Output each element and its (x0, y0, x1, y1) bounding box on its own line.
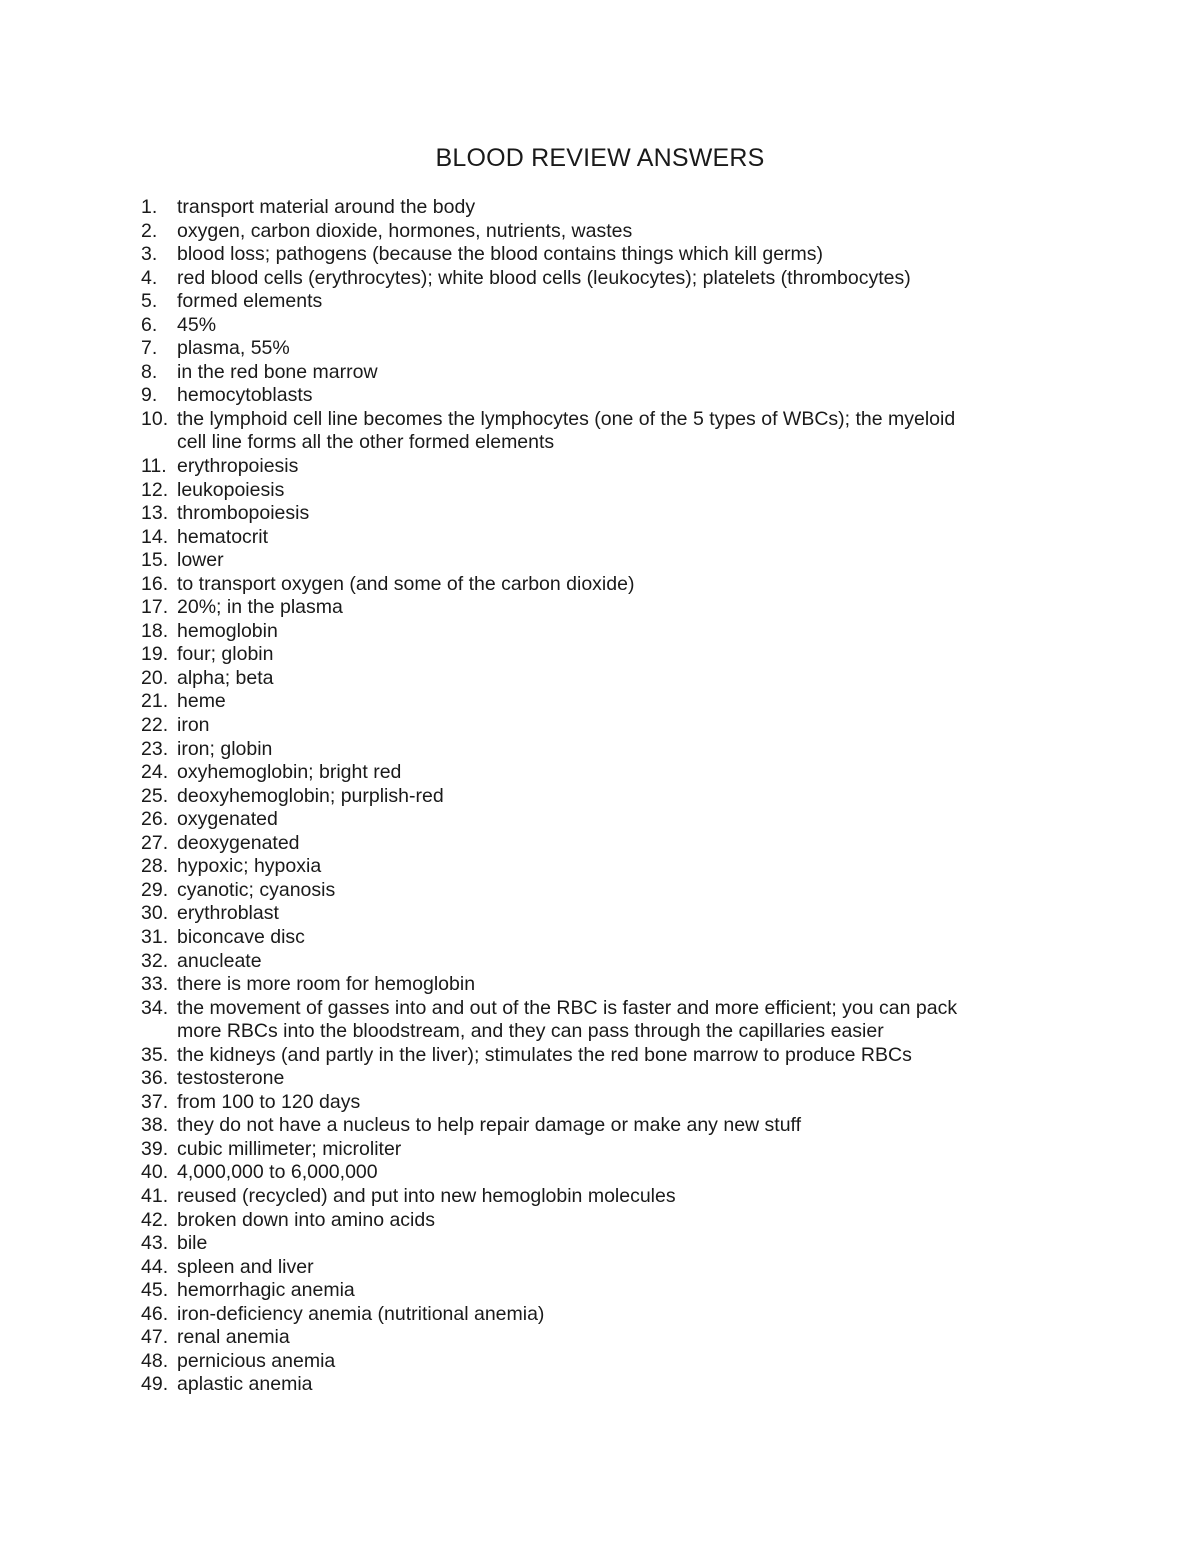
answer-item (141, 879, 1071, 903)
answer-text: pernicious anemia (177, 1349, 336, 1372)
answer-text: hemocytoblasts (177, 384, 313, 407)
answer-item (141, 997, 1071, 1044)
answer-item (141, 690, 1071, 714)
answer-text: they do not have a nucleus to help repair damage or make any new stuff (177, 1114, 802, 1137)
answer-text: aplastic anemia (177, 1373, 313, 1396)
answer-number: 4. (141, 266, 158, 289)
answer-text: hypoxic; hypoxia (177, 855, 322, 878)
answer-number: 27. (141, 831, 169, 854)
answer-item (141, 526, 1071, 550)
answer-text: in the red bone marrow (177, 360, 378, 383)
answer-number: 48. (141, 1349, 169, 1372)
answer-number: 6. (141, 313, 158, 336)
answer-number: 14. (141, 525, 169, 548)
answer-item (141, 950, 1071, 974)
answer-text: hematocrit (177, 525, 269, 548)
answer-text: cubic millimeter; microliter (177, 1137, 402, 1160)
answer-item (141, 290, 1071, 314)
answer-number: 22. (141, 714, 169, 737)
answer-number: 26. (141, 808, 169, 831)
answer-number: 40. (141, 1161, 169, 1184)
answer-number: 24. (141, 761, 169, 784)
answer-item (141, 761, 1071, 785)
answer-text: iron (177, 714, 210, 737)
answer-text: blood loss; pathogens (because the blood contains things which kill germs) (177, 243, 824, 266)
answer-text: lower (177, 549, 224, 572)
answer-item (141, 1161, 1071, 1185)
answer-text: to transport oxygen (and some of the carbon dioxide) (177, 572, 635, 595)
answer-text: the movement of gasses into and out of the RBC is faster and more efficient; you can pack more RBCs into the bloodstream, and they can pass through the capillaries easier (177, 996, 958, 1043)
answer-text: there is more room for hemoglobin (177, 973, 476, 996)
answer-number: 28. (141, 855, 169, 878)
answer-number: 30. (141, 902, 169, 925)
answer-item (141, 1326, 1071, 1350)
answer-item (141, 361, 1071, 385)
answer-number: 44. (141, 1255, 169, 1278)
answer-number: 11. (141, 455, 167, 478)
answer-text: the lymphoid cell line becomes the lymphocytes (one of the 5 types of WBCs); the myeloid cell line forms all the other formed elements (177, 407, 956, 454)
answer-number: 29. (141, 878, 169, 901)
answer-text: hemorrhagic anemia (177, 1279, 355, 1302)
answer-number: 15. (141, 549, 169, 572)
answer-text: broken down into amino acids (177, 1208, 435, 1231)
answer-number: 19. (141, 643, 169, 666)
answer-number: 8. (141, 360, 158, 383)
answer-item (141, 1373, 1071, 1397)
answer-item (141, 832, 1071, 856)
answer-item (141, 337, 1071, 361)
answer-item (141, 926, 1071, 950)
answer-item (141, 596, 1071, 620)
answer-number: 7. (141, 337, 158, 360)
answer-item (141, 1114, 1071, 1138)
answer-text: leukopoiesis (177, 478, 285, 501)
answer-text: alpha; beta (177, 666, 274, 689)
answer-text: red blood cells (erythrocytes); white blood cells (leukocytes); platelets (thrombocytes) (177, 266, 911, 289)
answer-item (141, 479, 1071, 503)
answer-text: testosterone (177, 1067, 285, 1090)
answer-number: 47. (141, 1326, 169, 1349)
answer-number: 20. (141, 666, 169, 689)
answer-text: anucleate (177, 949, 262, 972)
answer-item (141, 455, 1071, 479)
answer-item (141, 1232, 1071, 1256)
answer-text: transport material around the body (177, 196, 476, 218)
answer-number: 16. (141, 572, 169, 595)
answer-item (141, 738, 1071, 762)
answer-text: oxyhemoglobin; bright red (177, 761, 402, 784)
answer-text: from 100 to 120 days (177, 1090, 361, 1113)
answer-item (141, 1185, 1071, 1209)
answer-text: bile (177, 1232, 208, 1255)
answer-item (141, 1044, 1071, 1068)
answer-item (141, 620, 1071, 644)
answer-text: deoxygenated (177, 831, 300, 854)
answer-number: 18. (141, 619, 169, 642)
answer-number: 42. (141, 1208, 169, 1231)
answer-number: 32. (141, 949, 169, 972)
answer-item (141, 549, 1071, 573)
answer-item (141, 573, 1071, 597)
answer-item (141, 1091, 1071, 1115)
answer-number: 34. (141, 996, 169, 1019)
answer-number: 1. (141, 196, 158, 218)
answer-number: 39. (141, 1137, 169, 1160)
answer-item (141, 243, 1071, 267)
answer-item (141, 902, 1071, 926)
answer-item (141, 1350, 1071, 1374)
answer-item (141, 714, 1071, 738)
answer-item (141, 408, 1071, 455)
answer-text: cyanotic; cyanosis (177, 878, 336, 901)
answer-item (141, 785, 1071, 809)
answer-text: 20%; in the plasma (177, 596, 343, 619)
answer-number: 45. (141, 1279, 169, 1302)
answer-number: 13. (141, 502, 169, 525)
answer-text: erythroblast (177, 902, 279, 925)
answer-number: 10. (141, 407, 169, 430)
answer-number: 36. (141, 1067, 169, 1090)
answer-number: 46. (141, 1302, 169, 1325)
answer-item (141, 267, 1071, 291)
answer-number: 49. (141, 1373, 169, 1396)
answer-text: deoxyhemoglobin; purplish-red (177, 784, 444, 807)
answer-item (141, 1256, 1071, 1280)
answer-number: 43. (141, 1232, 169, 1255)
answer-number: 37. (141, 1090, 169, 1113)
answer-text: heme (177, 690, 226, 713)
answer-item (141, 643, 1071, 667)
answer-text: thrombopoiesis (177, 502, 310, 525)
answer-text: formed elements (177, 290, 323, 313)
answer-number: 12. (141, 478, 169, 501)
answer-number: 5. (141, 290, 158, 313)
answer-list (141, 196, 1071, 1397)
answer-text: renal anemia (177, 1326, 290, 1349)
answer-item (141, 1138, 1071, 1162)
answer-item (141, 855, 1071, 879)
answer-text: 45% (177, 313, 217, 336)
answer-text: erythropoiesis (177, 455, 299, 478)
answer-number: 3. (141, 243, 158, 266)
answer-number: 23. (141, 737, 169, 760)
answer-text: spleen and liver (177, 1255, 314, 1278)
answer-text: biconcave disc (177, 925, 305, 948)
document-title: BLOOD REVIEW ANSWERS (435, 144, 765, 172)
answer-number: 9. (141, 384, 158, 407)
answer-item (141, 314, 1071, 338)
answer-text: iron; globin (177, 737, 273, 760)
answer-text: hemoglobin (177, 619, 278, 642)
answer-item (141, 502, 1071, 526)
answer-item (141, 1067, 1071, 1091)
answer-item (141, 667, 1071, 691)
answer-text: plasma, 55% (177, 337, 290, 360)
answer-number: 17. (141, 596, 169, 619)
answer-text: reused (recycled) and put into new hemoglobin molecules (177, 1184, 676, 1207)
answer-item (141, 808, 1071, 832)
answer-number: 38. (141, 1114, 169, 1137)
answer-text: iron-deficiency anemia (nutritional anemia) (177, 1302, 545, 1325)
answer-text: oxygenated (177, 808, 278, 831)
answer-item (141, 384, 1071, 408)
answer-text: 4,000,000 to 6,000,000 (177, 1161, 378, 1184)
answer-number: 35. (141, 1043, 169, 1066)
answer-number: 31. (141, 925, 169, 948)
answer-text: oxygen, carbon dioxide, hormones, nutrients, wastes (177, 219, 633, 242)
answer-number: 33. (141, 973, 169, 996)
answer-text: the kidneys (and partly in the liver); stimulates the red bone marrow to produce RBCs (177, 1043, 912, 1066)
answer-item (141, 1279, 1071, 1303)
answer-item (141, 1303, 1071, 1327)
answer-number: 41. (141, 1184, 169, 1207)
answer-number: 25. (141, 784, 169, 807)
answer-item (141, 1209, 1071, 1233)
answer-text: four; globin (177, 643, 274, 666)
answer-item (141, 973, 1071, 997)
answer-item (141, 220, 1071, 244)
answer-number: 2. (141, 219, 158, 242)
answer-item (141, 196, 1071, 220)
answer-number: 21. (141, 690, 169, 713)
